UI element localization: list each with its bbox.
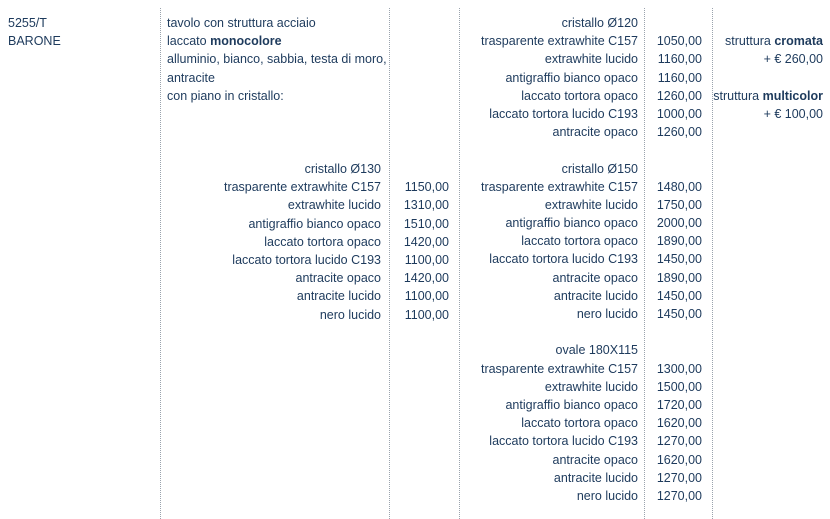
finish-label: extrawhite lucido — [544, 197, 638, 212]
finish-label: antigraffio bianco opaco — [505, 216, 638, 231]
price-value: 1150,00 — [404, 180, 449, 195]
price-list-right — [657, 14, 702, 505]
surcharge-label: struttura cromata — [725, 34, 823, 48]
column-divider — [459, 8, 460, 519]
column-divider — [389, 8, 390, 519]
product-code-block — [8, 14, 61, 50]
finish-label: antigraffio bianco opaco — [505, 70, 638, 85]
surcharge-price: + € 100,00 — [763, 106, 823, 121]
surcharge-price: + € 260,00 — [763, 52, 823, 67]
finish-label: antracite opaco — [552, 270, 638, 285]
price-value: 1160,00 — [657, 70, 702, 85]
price-value: 1450,00 — [656, 307, 702, 321]
finish-label: nero lucido — [576, 488, 638, 503]
column-divider — [644, 8, 645, 519]
table-title: cristallo Ø130 — [304, 162, 381, 176]
table-title: ovale 180X115 — [555, 343, 638, 358]
price-value: 1270,00 — [656, 470, 702, 485]
finish-label: laccato tortora opaco — [521, 88, 638, 103]
table-title: cristallo Ø120 — [561, 16, 638, 30]
finish-label: laccato tortora lucido C193 — [489, 434, 638, 449]
description-line: tavolo con struttura acciaio — [167, 16, 316, 30]
finish-label: nero lucido — [576, 307, 638, 321]
price-value: 1270,00 — [656, 488, 702, 503]
price-value: 1720,00 — [656, 397, 702, 412]
surcharge-list — [713, 32, 823, 123]
description-line: alluminio, bianco, sabbia, testa di moro, — [167, 52, 387, 67]
price-value: 1480,00 — [656, 179, 702, 194]
price-value: 2000,00 — [656, 216, 702, 231]
price-value: 1750,00 — [656, 197, 702, 212]
finish-label: extrawhite lucido — [544, 379, 638, 394]
finish-label: laccato tortora lucido C193 — [489, 252, 638, 267]
finish-label: extrawhite lucido — [544, 52, 638, 67]
price-list-130 — [404, 160, 449, 324]
finish-label: laccato tortora lucido C193 — [232, 252, 381, 267]
price-value: 1310,00 — [403, 198, 449, 213]
finish-label: extrawhite lucido — [287, 198, 381, 213]
table-title: cristallo Ø150 — [561, 161, 638, 176]
description-line: con piano in cristallo: — [167, 88, 284, 103]
finish-list-130 — [224, 160, 381, 324]
price-value: 1450,00 — [656, 252, 702, 267]
finish-label: antracite lucido — [553, 470, 638, 485]
finish-label: nero lucido — [319, 307, 381, 322]
price-value: 1050,00 — [656, 34, 702, 49]
product-code: 5255/T — [8, 16, 47, 30]
finish-label: antracite lucido — [296, 289, 381, 304]
description-line: antracite — [167, 70, 215, 85]
price-value: 1100,00 — [404, 289, 449, 304]
finish-label: laccato tortora lucido C193 — [489, 106, 638, 121]
price-value: 1100,00 — [404, 307, 449, 322]
price-value: 1500,00 — [656, 379, 702, 394]
finish-label: antracite lucido — [553, 288, 638, 303]
column-divider — [160, 8, 161, 519]
price-value: 1100,00 — [404, 252, 449, 267]
finish-label: antigraffio bianco opaco — [505, 397, 638, 412]
finish-label: laccato tortora opaco — [264, 234, 381, 249]
price-value: 1160,00 — [657, 52, 702, 67]
product-name: BARONE — [8, 34, 61, 49]
price-value: 1620,00 — [656, 452, 702, 467]
finish-label: laccato tortora opaco — [521, 416, 638, 431]
product-description — [167, 14, 387, 105]
finish-label: trasparente extrawhite C157 — [480, 179, 638, 194]
price-value: 1260,00 — [656, 88, 702, 103]
price-value: 1890,00 — [656, 270, 702, 285]
price-value: 1450,00 — [656, 288, 702, 303]
price-value: 1420,00 — [403, 271, 449, 286]
finish-label: antigraffio bianco opaco — [248, 216, 381, 231]
price-value: 1260,00 — [656, 125, 702, 140]
finish-label: antracite opaco — [552, 452, 638, 467]
price-value: 1270,00 — [656, 434, 702, 449]
finish-label: antracite opaco — [552, 125, 638, 140]
price-value: 1000,00 — [656, 106, 702, 121]
finish-label: trasparente extrawhite C157 — [223, 180, 381, 195]
price-value: 1890,00 — [656, 234, 702, 249]
description-line: laccato monocolore — [167, 34, 282, 49]
price-value: 1510,00 — [403, 216, 449, 231]
price-value: 1620,00 — [656, 416, 702, 431]
finish-label: antracite opaco — [295, 271, 381, 286]
finish-label: trasparente extrawhite C157 — [480, 34, 638, 49]
finish-label: trasparente extrawhite C157 — [480, 361, 638, 376]
price-value: 1300,00 — [656, 361, 702, 376]
finish-list-right — [481, 14, 638, 505]
finish-label: laccato tortora opaco — [521, 234, 638, 249]
price-value: 1420,00 — [403, 234, 449, 249]
surcharge-label: struttura multicolor — [713, 88, 823, 103]
